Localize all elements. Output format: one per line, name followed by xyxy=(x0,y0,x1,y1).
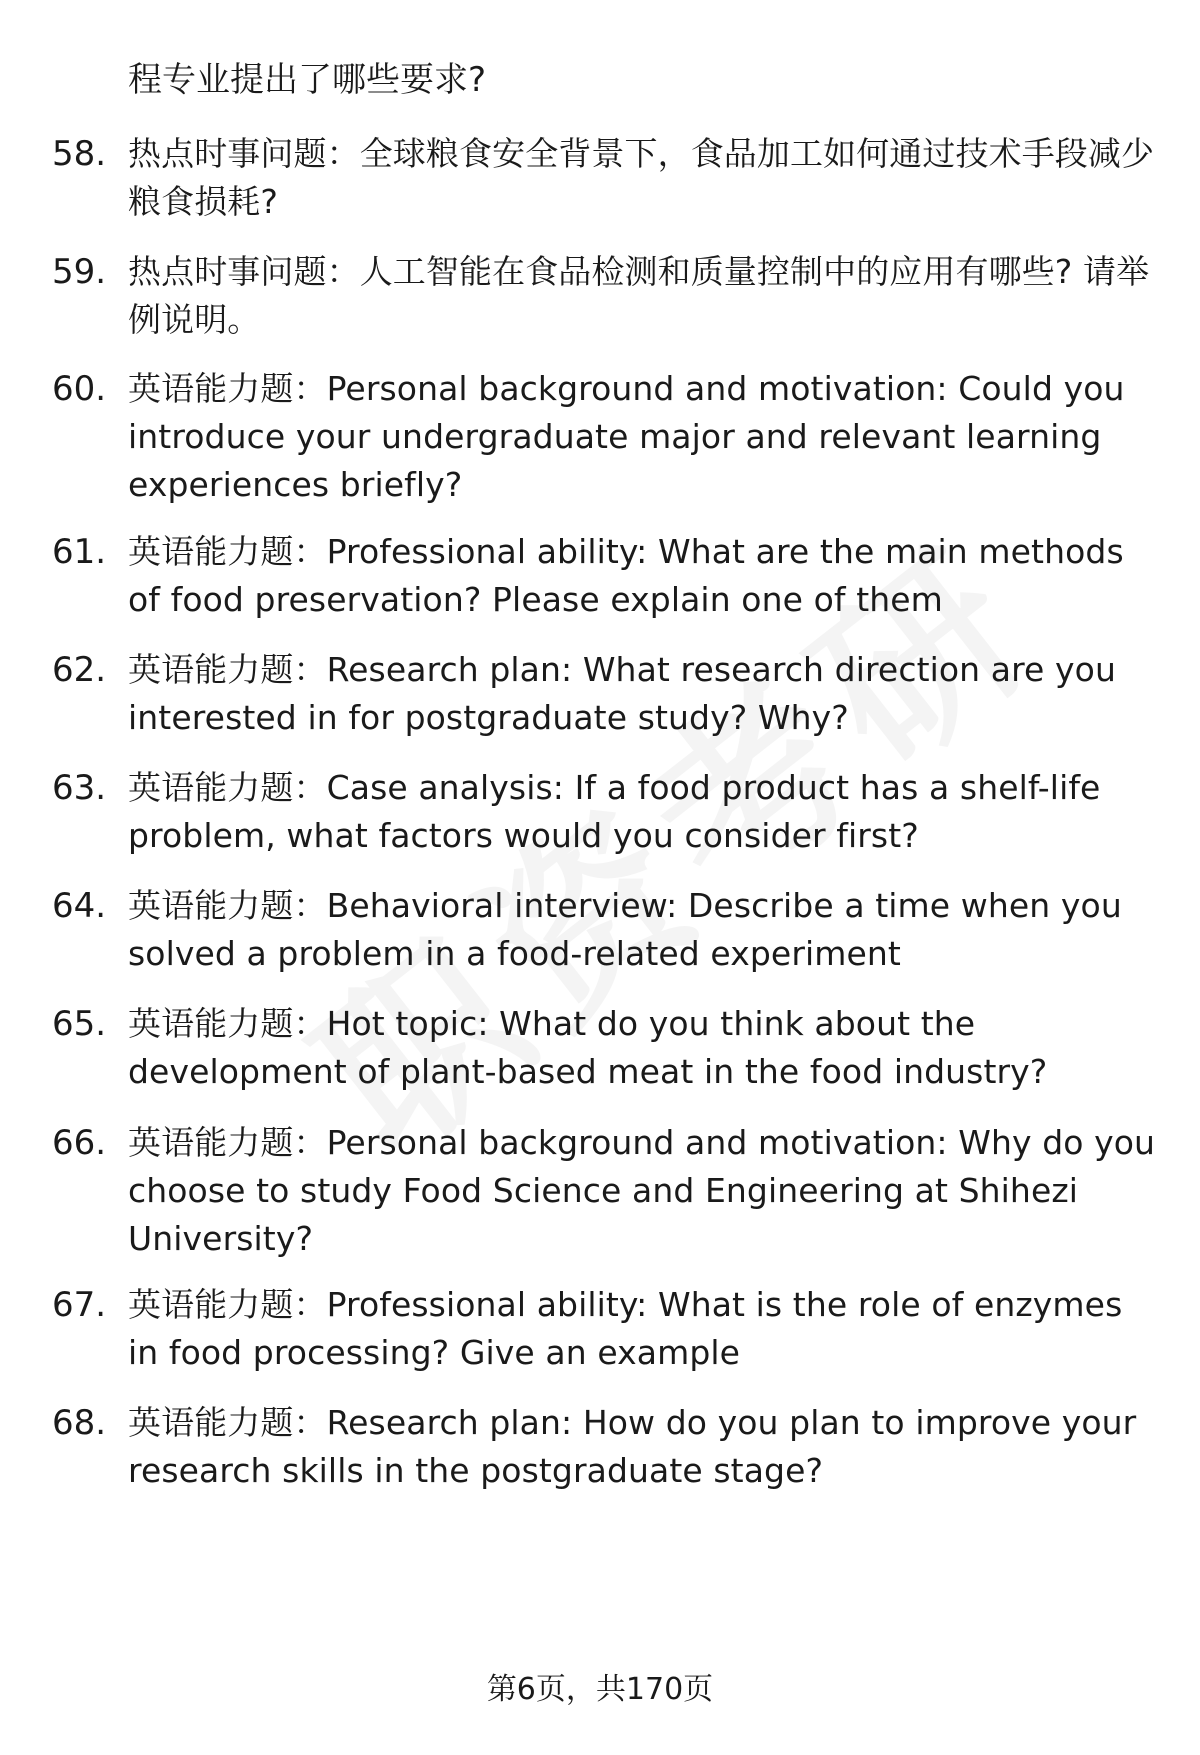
question-text: 英语能力题：Behavioral interview: Describe a time when you solved a problem in a food-related experiment xyxy=(128,886,1122,973)
question-text: 英语能力题：Personal background and motivation: Could you introduce your undergraduate major and relevant learning experiences briefly? xyxy=(128,369,1125,504)
continuation-text: 程专业提出了哪些要求? xyxy=(128,60,487,100)
question-text: 热点时事问题：人工智能在食品检测和质量控制中的应用有哪些? 请举例说明。 xyxy=(128,252,1150,339)
question-text: 英语能力题：Research plan: What research direction are you interested in for postgraduate study? Why? xyxy=(128,650,1116,737)
question-number: 58. xyxy=(52,134,107,174)
question-text: 英语能力题：Case analysis: If a food product has a shelf-life problem, what factors would you consider first? xyxy=(128,768,1101,855)
question-number: 63. xyxy=(52,768,107,808)
question-text: 英语能力题：Professional ability: What are the main methods of food preservation? Please explain one of them xyxy=(128,532,1124,619)
question-text: 英语能力题：Personal background and motivation: Why do you choose to study Food Science and Engineering at Shihezi University? xyxy=(128,1123,1156,1258)
question-number: 68. xyxy=(52,1403,107,1443)
question-number: 65. xyxy=(52,1004,107,1044)
question-number: 61. xyxy=(52,532,107,572)
question-number: 60. xyxy=(52,369,107,409)
question-text: 英语能力题：Research plan: How do you plan to improve your research skills in the postgraduate stage? xyxy=(128,1403,1137,1490)
page-footer: 第6页，共170页 xyxy=(486,1672,714,1707)
question-number: 66. xyxy=(52,1123,107,1163)
question-text: 热点时事问题：全球粮食安全背景下，食品加工如何通过技术手段减少粮食损耗? xyxy=(128,134,1155,221)
question-number: 67. xyxy=(52,1285,107,1325)
question-number: 64. xyxy=(52,886,107,926)
question-text: 英语能力题：Professional ability: What is the role of enzymes in food processing? Give an example xyxy=(128,1285,1123,1372)
question-text: 英语能力题：Hot topic: What do you think about the development of plant-based meat in the food industry? xyxy=(128,1004,1048,1091)
question-number: 59. xyxy=(52,252,107,292)
question-number: 62. xyxy=(52,650,107,690)
